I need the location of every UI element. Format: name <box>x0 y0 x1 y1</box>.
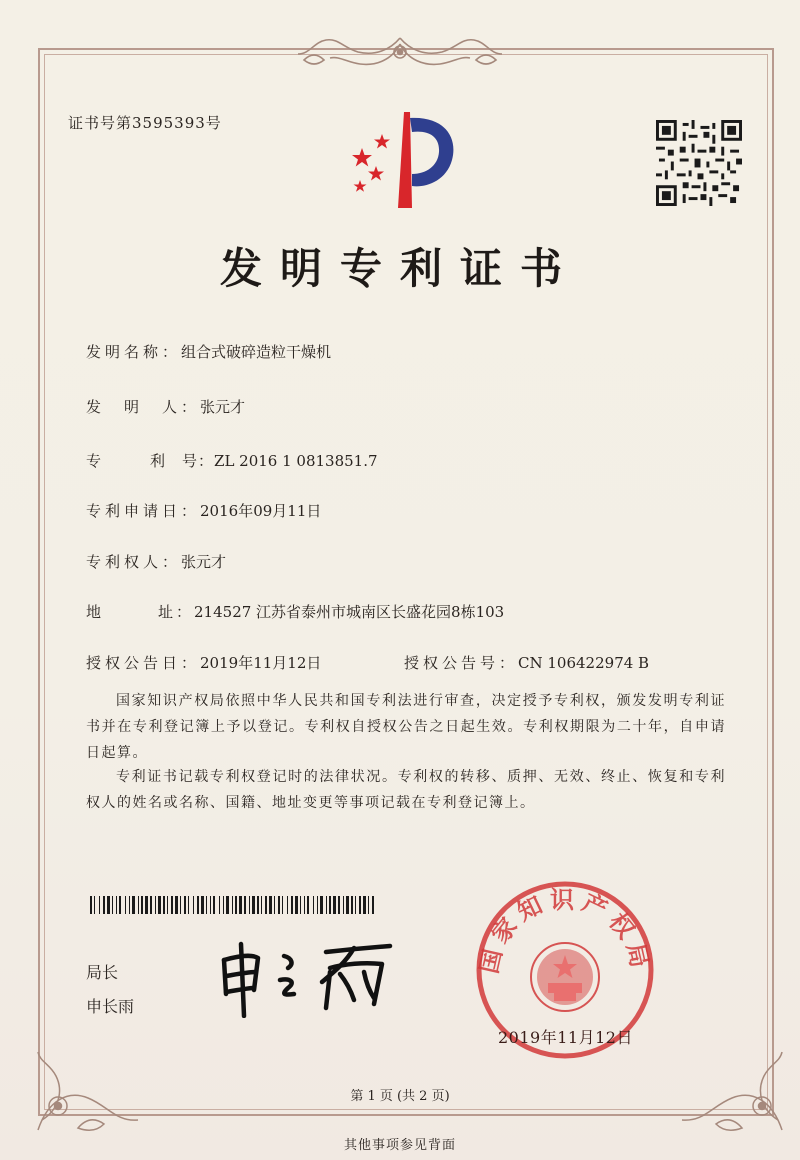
inventor-value: 张元才 <box>200 398 246 416</box>
director-signature <box>214 938 414 1018</box>
certificate-title: 发明专利证书 <box>219 244 580 293</box>
grant-date-value: 2019年11月12日 <box>200 654 322 672</box>
application-date-field <box>86 500 321 521</box>
inventor-field <box>86 396 245 417</box>
director-name: 申长雨 <box>86 997 135 1016</box>
application-date-value: 2016年09月11日 <box>200 502 322 520</box>
statement-paragraph-1: 国家知识产权局依照中华人民共和国专利法进行审查，决定授予专利权，颁发发明专利证书并在专利登记簿上予以登记。专利权自授权公告之日起生效。专利权期限为二十年，自申请日起算。 <box>86 693 726 761</box>
footer-note: 其他事项参见背面 <box>343 1138 456 1153</box>
page-number: 第 1 页 (共 2 页) <box>350 1089 450 1104</box>
patentee-value: 张元才 <box>181 553 227 571</box>
certificate-number: 证书号第3595393号 <box>68 114 222 132</box>
grant-date-label: 授权公告日： <box>86 654 201 672</box>
cnipa-emblem-icon <box>340 108 470 212</box>
grant-number-label: 授权公告号： <box>404 654 519 672</box>
grant-number-value: CN 106422974 B <box>518 654 650 672</box>
qr-code-icon <box>656 120 742 206</box>
patent-number-label: 专 利 号： <box>86 452 215 470</box>
application-date-label: 专利申请日： <box>86 502 201 520</box>
address-value: 214527 江苏省泰州市城南区长盛花园8栋103 <box>194 603 505 621</box>
statement-paragraph-2: 专利证书记载专利权登记时的法律状况。专利权的转移、质押、无效、终止、恢复和专利权人的姓名或名称、国籍、地址变更等事项记载在专利登记簿上。 <box>86 769 726 811</box>
patentee-label: 专利权人： <box>86 553 182 571</box>
patentee-field <box>86 551 226 572</box>
top-ornament <box>280 30 520 74</box>
invention-name-value: 组合式破碎造粒干燥机 <box>181 343 332 361</box>
patent-number-field <box>86 450 378 471</box>
invention-name-label: 发明名称： <box>86 343 182 361</box>
address-label: 地 址： <box>86 603 195 621</box>
grant-date-field <box>86 652 321 673</box>
seal-date: 2019年11月12日 <box>498 1028 633 1047</box>
invention-name-field <box>86 341 331 362</box>
patent-number-value: ZL 2016 1 0813851.7 <box>214 452 378 470</box>
barcode-icon <box>90 896 376 914</box>
grant-number-field <box>404 652 649 673</box>
inventor-label: 发 明 人： <box>86 398 201 416</box>
seal-text: 国家知识产权局 <box>473 884 657 977</box>
director-title: 局长 <box>86 963 119 982</box>
address-field <box>86 601 504 622</box>
